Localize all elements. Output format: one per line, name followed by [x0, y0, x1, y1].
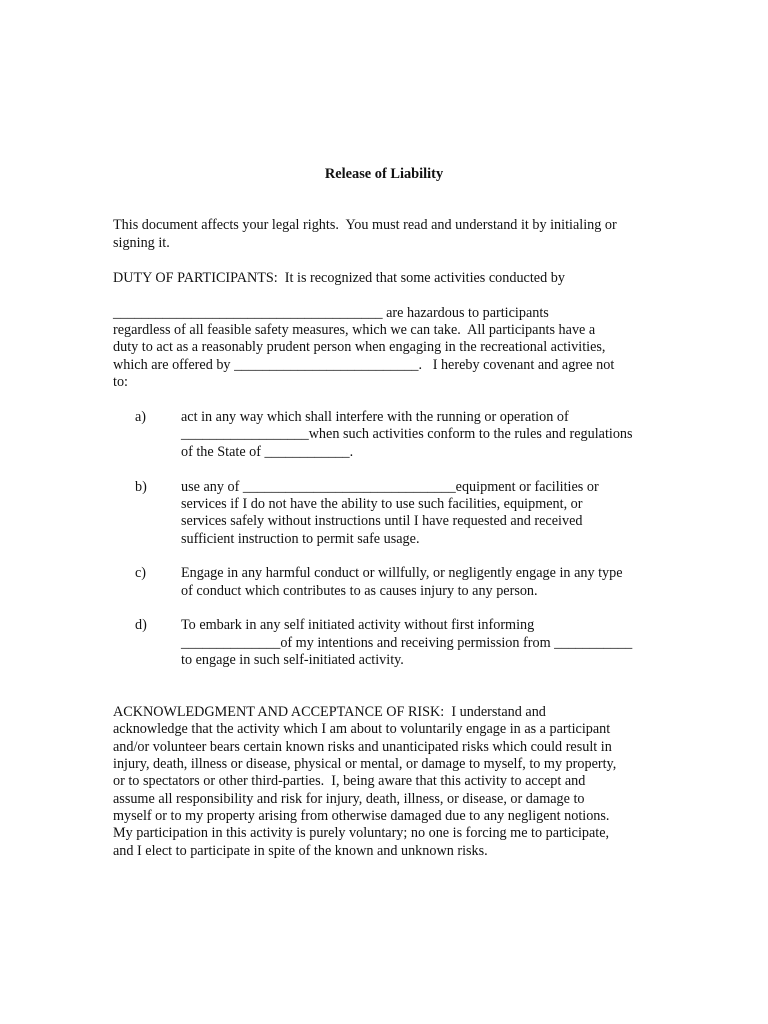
acknowledgment-line: acknowledge that the activity which I am about to voluntarily engage in as a participant [113, 721, 611, 737]
item-d-line: to engage in such self-initiated activity. [181, 652, 404, 668]
item-c-line: Engage in any harmful conduct or willfully, or negligently engage in any type [181, 565, 623, 581]
item-letter: a) [135, 409, 147, 425]
item-a-line: of the State of ____________. [181, 444, 354, 460]
acknowledgment-heading-line: ACKNOWLEDGMENT AND ACCEPTANCE OF RISK: I understand and [113, 704, 546, 720]
acknowledgment-line: My participation in this activity is purely voluntary; no one is forcing me to participate, [113, 825, 610, 841]
acknowledgment-line: or to spectators or other third-parties. I, being aware that this activity to accept and [113, 773, 586, 789]
duty-line: which are offered by __________________________. I hereby covenant and agree not [113, 357, 615, 373]
item-letter: c) [135, 565, 147, 581]
acknowledgment-line: and I elect to participate in spite of the known and unknown risks. [113, 843, 488, 859]
duty-line: ______________________________________ are hazardous to participants [113, 305, 549, 321]
acknowledgment-line: injury, death, illness or disease, physical or mental, or damage to myself, to my property, [113, 756, 617, 772]
item-c-line: of conduct which contributes to as causes injury to any person. [181, 583, 538, 599]
intro-line: This document affects your legal rights. You must read and understand it by initialing or [113, 217, 617, 233]
item-a-line: act in any way which shall interfere with the running or operation of [181, 409, 569, 425]
acknowledgment-line: myself or to my property arising from otherwise damaged due to any negligent notions. [113, 808, 610, 824]
item-letter: b) [135, 479, 147, 495]
item-b-line: services if I do not have the ability to use such facilities, equipment, or [181, 496, 583, 512]
document-title: Release of Liability [324, 166, 444, 182]
acknowledgment-line: and/or volunteer bears certain known risks and unanticipated risks which could result in [113, 739, 612, 755]
item-letter: d) [135, 617, 147, 633]
duty-line: duty to act as a reasonably prudent person when engaging in the recreational activities, [113, 339, 606, 355]
duty-line: to: [113, 374, 128, 390]
item-d-line: To embark in any self initiated activity without first informing [181, 617, 535, 633]
item-b-line: sufficient instruction to permit safe usage. [181, 531, 420, 547]
item-b-line: services safely without instructions until I have requested and received [181, 513, 583, 529]
duty-heading-line: DUTY OF PARTICIPANTS: It is recognized that some activities conducted by [113, 270, 565, 286]
item-a-line: __________________when such activities conform to the rules and regulations [181, 426, 633, 442]
item-b-line: use any of ______________________________equipment or facilities or [181, 479, 599, 495]
duty-line: regardless of all feasible safety measures, which we can take. All participants have a [113, 322, 596, 338]
acknowledgment-line: assume all responsibility and risk for injury, death, illness, or disease, or damage to [113, 791, 585, 807]
intro-line: signing it. [113, 235, 170, 251]
item-d-line: ______________of my intentions and receiving permission from ___________ [181, 635, 633, 651]
